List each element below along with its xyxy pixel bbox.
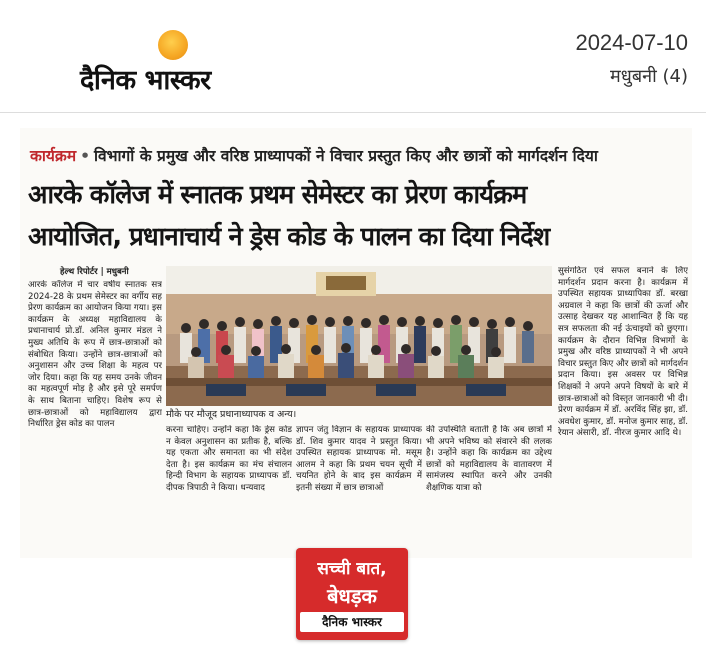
kicker-text: विभागों के प्रमुख और वरिष्ठ प्राध्यापकों ने विचार प्रस्तुत किए और छात्रों को मार्गदर्शन दिया — [94, 147, 598, 165]
newspaper-brand: दैनिक भास्कर — [80, 65, 211, 96]
headline — [28, 174, 690, 258]
masthead — [0, 0, 706, 110]
byline: हेल्थ रिपोर्टर | मधुबनी — [60, 267, 129, 277]
group-photo — [166, 266, 552, 406]
headline-line-2: आयोजित, प्रधानाचार्य ने ड्रेस कोड के पालन का दिया निर्देश — [28, 222, 550, 252]
news-clipping — [20, 128, 692, 558]
photo-caption: मौके पर मौजूद प्रधानाध्यापक व अन्य। — [166, 409, 297, 420]
edition-page: मधुबनी (4) — [610, 66, 688, 87]
kicker — [30, 144, 690, 166]
body-column-3: ज्ञापन जंतु विज्ञान के सहायक प्राध्यापक डॉ. शिव कुमार यादव ने प्रस्तुत किया। उपस्थित सहायक प्राध्यापक मो. मसूम आलम ने कहा कि प्रथम चयन सूची में चयनित होने के बाद इस कार्यक्रम में इतनी संख्या में छात्र छात्राओं — [296, 425, 422, 493]
sun-logo-icon — [158, 30, 188, 60]
footer-brand-logo: दैनिक भास्कर — [300, 612, 404, 632]
body-column-2: करना चाहिए। उन्होंने कहा कि ड्रेस कोड न केवल अनुशासन का प्रतीक है, बल्कि यह एकता और समानता का भी संदेश देता है। इस कार्यक्रम का मंच संचालन हिन्दी विभाग के सहायक प्राध्यापक डॉ. दीपक त्रिपाठी ने किया। धन्यवाद — [166, 425, 292, 493]
kicker-bullet: • — [80, 147, 91, 165]
kicker-label: कार्यक्रम — [30, 147, 77, 165]
slogan-line-1: सच्ची बात, — [317, 559, 387, 579]
divider — [0, 112, 706, 113]
body-column-1: आरके कॉलेज में चार वर्षीय स्नातक सत्र 2024-28 के प्रथम सेमेस्टर का वर्गीय सह प्रेरण कार्यक्रम का आयोजन किया गया। इस कार्यक्रम के अध्यक्ष महाविद्यालय के प्रधानाचार्य प्रो.डॉ. अनिल कुमार मंडल ने मुख्य अतिथि के रूप में छात्र-छात्राओं को संबोधित किया। उन्होंने छात्र-छात्राओं को अनुशासन और उच्च शिक्षा के महत्व पर जोर दिया। कहा कि यह समय उनके जीवन का महत्वपूर्ण मोड़ है और इसे पूरे समर्पण के साथ बिताना चाहिए। विशेष रूप से छात्र-छात्राओं को महाविद्यालय द्वारा निर्धारित ड्रेस कोड का पालन — [28, 280, 162, 430]
body-column-5: सुसंगठित एवं सफल बनाने के लिए मार्गदर्शन प्रदान करना है। कार्यक्रम में उपस्थित सहायक प्राध्यापिका डॉ. बरखा अग्रवाल ने कहा कि छात्रों की ऊर्जा और उत्साह देखकर यह आशान्वित हैं कि यह सत्र सफलता की नई ऊंचाइयों को छुएगा। कार्यक्रम के दौरान विभिन्न विभागों के प्रमुख और वरिष्ठ प्राध्यापकों ने भी अपने विचार प्रस्तुत किए और छात्रों को मार्गदर्शन प्रदान किया। इस अवसर पर विभिन्न शिक्षकों ने अपने अपने विषयों के बारे में छात्र-छात्राओं को विस्तृत जानकारी भी दी। प्रेरण कार्यक्रम में डॉ. अरविंद सिंह झा, डॉ. अवधेश कुमार, डॉ. मनोज कुमार साह, डॉ. रेयान अंसारी, डॉ. नीरज कुमार आदि थे। — [558, 266, 688, 439]
publication-date: 2024-07-10 — [575, 30, 688, 55]
slogan-line-2: बेधड़क — [327, 584, 377, 608]
body-column-4: की उपस्थिति बताती है कि अब छात्रों में भी अपने भविष्य को संवारने की ललक है। उन्होंने कहा कि कार्यक्रम का उद्देश्य छात्रों को महाविद्यालय के वातावरण में सामंजस्य स्थापित करने और उनकी शैक्षणिक यात्रा को — [426, 425, 552, 493]
headline-line-1: आरके कॉलेज में स्नातक प्रथम सेमेस्टर का प्रेरण कार्यक्रम — [28, 180, 527, 210]
slogan-logo-badge — [296, 548, 408, 640]
